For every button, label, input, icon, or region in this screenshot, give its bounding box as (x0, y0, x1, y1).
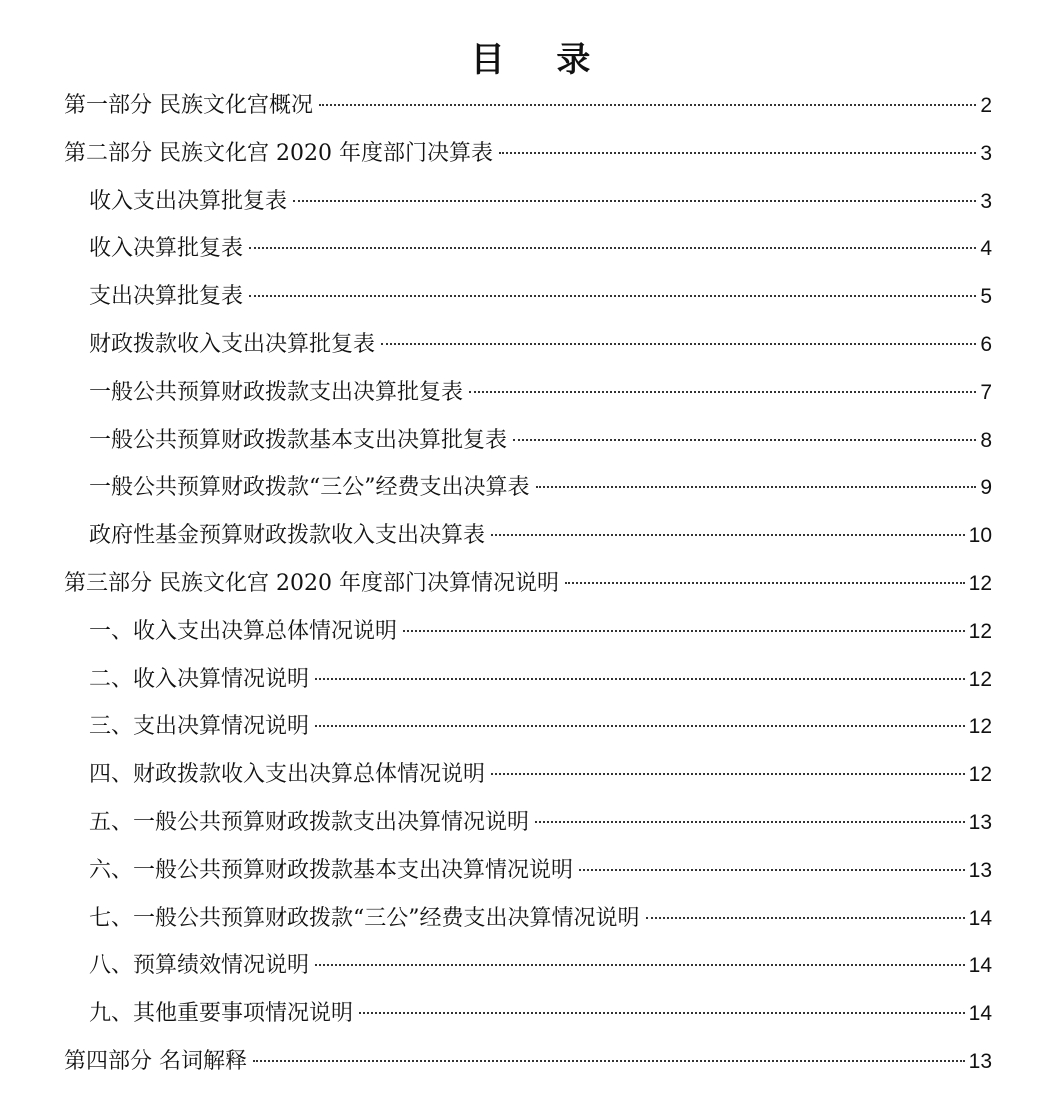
toc-entry[interactable] (64, 321, 992, 369)
toc-entry[interactable] (64, 82, 992, 130)
toc-entry[interactable] (64, 895, 992, 943)
toc-entry-label: 政府性基金预算财政拨款收入支出决算表 (89, 523, 486, 549)
toc-entry-label: 六、一般公共预算财政拨款基本支出决算情况说明 (89, 857, 574, 883)
toc-entry-page: 6 (980, 332, 992, 356)
dot-leader (535, 821, 965, 823)
toc-entry-label: 五、一般公共预算财政拨款支出决算情况说明 (89, 809, 530, 835)
toc-entry[interactable] (64, 1038, 992, 1086)
toc-entry-page: 12 (968, 619, 992, 643)
toc-entry[interactable] (64, 608, 992, 656)
toc-entry[interactable] (64, 990, 992, 1038)
dot-leader (381, 343, 976, 345)
toc-entry-page: 2 (980, 94, 992, 117)
toc-entry[interactable] (64, 273, 992, 321)
toc-entry-page: 7 (980, 380, 992, 404)
toc-entry-label: 九、其他重要事项情况说明 (89, 1001, 354, 1027)
dot-leader (359, 1012, 965, 1014)
toc-entry-page: 3 (980, 189, 992, 213)
toc-list (64, 82, 992, 1086)
toc-entry-label: 三、支出决算情况说明 (89, 714, 310, 740)
toc-entry-page: 13 (968, 858, 992, 882)
toc-entry-label: 第四部分 名词解释 (64, 1048, 247, 1074)
toc-entry-page: 9 (980, 476, 992, 500)
dot-leader (536, 486, 977, 488)
toc-entry-label: 收入支出决算批复表 (89, 188, 288, 214)
toc-entry-label: 一、收入支出决算总体情况说明 (89, 618, 398, 644)
dot-leader (565, 582, 965, 584)
toc-entry-label: 四、财政拨款收入支出决算总体情况说明 (89, 762, 486, 788)
toc-entry[interactable] (64, 464, 992, 512)
toc-entry[interactable] (64, 560, 992, 608)
toc-entry[interactable] (64, 799, 992, 847)
toc-entry-page: 8 (980, 428, 992, 452)
toc-entry-label: 第一部分 民族文化宫概况 (64, 93, 313, 118)
toc-entry-page: 5 (980, 285, 992, 309)
dot-leader (499, 152, 976, 154)
toc-entry-label: 收入决算批复表 (89, 236, 244, 262)
dot-leader (293, 200, 976, 202)
toc-entry[interactable] (64, 656, 992, 704)
toc-title: 目 录 (470, 40, 611, 80)
toc-entry[interactable] (64, 512, 992, 560)
toc-entry[interactable] (64, 847, 992, 895)
toc-entry[interactable] (64, 178, 992, 226)
toc-entry-label: 一般公共预算财政拨款“三公”经费支出决算表 (89, 475, 530, 501)
toc-entry-page: 10 (968, 524, 992, 548)
toc-entry-label: 第三部分 民族文化宫 2020 年度部门决算情况说明 (64, 570, 559, 596)
dot-leader (249, 295, 976, 297)
toc-entry-page: 14 (968, 954, 992, 978)
toc-entry-page: 14 (968, 906, 992, 930)
dot-leader (319, 104, 976, 106)
toc-entry-page: 12 (968, 715, 992, 739)
dot-leader (315, 678, 965, 680)
toc-entry-label: 第二部分 民族文化宫 2020 年度部门决算表 (64, 140, 493, 166)
dot-leader (315, 725, 965, 727)
dot-leader (579, 869, 965, 871)
dot-leader (469, 391, 976, 393)
toc-entry[interactable] (64, 703, 992, 751)
toc-entry[interactable] (64, 417, 992, 465)
toc-entry-page: 4 (980, 237, 992, 261)
dot-leader (646, 917, 965, 919)
toc-entry[interactable] (64, 751, 992, 799)
dot-leader (491, 534, 965, 536)
toc-entry-label: 一般公共预算财政拨款基本支出决算批复表 (89, 427, 508, 453)
toc-entry-page: 13 (968, 1049, 992, 1073)
dot-leader (491, 773, 965, 775)
toc-entry-label: 八、预算绩效情况说明 (89, 953, 310, 979)
toc-entry-page: 12 (968, 571, 992, 595)
toc-entry-page: 14 (968, 1002, 992, 1026)
dot-leader (513, 439, 976, 441)
toc-entry-page: 13 (968, 810, 992, 834)
toc-entry-label: 七、一般公共预算财政拨款“三公”经费支出决算情况说明 (89, 905, 640, 931)
dot-leader (249, 247, 976, 249)
toc-entry-page: 12 (968, 667, 992, 691)
toc-entry[interactable] (64, 942, 992, 990)
toc-entry-page: 3 (980, 141, 992, 165)
toc-entry-label: 财政拨款收入支出决算批复表 (89, 331, 376, 357)
toc-entry[interactable] (64, 225, 992, 273)
dot-leader (253, 1060, 965, 1062)
toc-entry-label: 一般公共预算财政拨款支出决算批复表 (89, 379, 464, 405)
toc-entry-label: 支出决算批复表 (89, 284, 244, 310)
toc-entry-page: 12 (968, 763, 992, 787)
toc-entry[interactable] (64, 130, 992, 178)
dot-leader (403, 630, 965, 632)
dot-leader (315, 964, 965, 966)
toc-entry-label: 二、收入决算情况说明 (89, 666, 310, 692)
toc-entry[interactable] (64, 369, 992, 417)
